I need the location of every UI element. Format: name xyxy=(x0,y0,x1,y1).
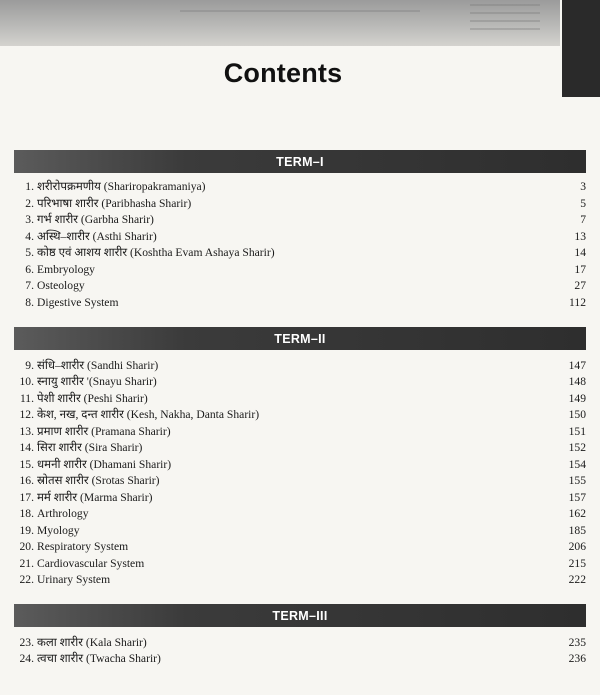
entry-number: 1. xyxy=(25,180,34,193)
entry-page: 13 xyxy=(574,230,586,243)
entry-page: 236 xyxy=(568,652,586,665)
toc-entry[interactable] xyxy=(0,358,600,374)
entry-page: 235 xyxy=(568,636,586,649)
entry-number: 20. xyxy=(19,540,34,553)
entry-number: 17. xyxy=(19,491,34,504)
section-header-term-3: TERM–III xyxy=(14,604,586,627)
entry-title: Osteology xyxy=(37,279,85,292)
page-edge-shadow xyxy=(562,0,600,97)
entry-number: 8. xyxy=(25,296,34,309)
entry-number: 22. xyxy=(19,573,34,586)
entry-title: सिरा शारीर (Sira Sharir) xyxy=(37,441,143,454)
entry-page: 14 xyxy=(574,246,586,259)
entry-number: 4. xyxy=(25,230,34,243)
entry-number: 19. xyxy=(19,524,34,537)
entry-number: 14. xyxy=(19,441,34,454)
entry-title: त्वचा शारीर (Twacha Sharir) xyxy=(37,652,161,665)
toc-entry[interactable] xyxy=(0,245,600,261)
entry-page: 155 xyxy=(568,474,586,487)
entry-title: कला शारीर (Kala Sharir) xyxy=(37,636,147,649)
toc-entry[interactable] xyxy=(0,523,600,539)
toc-entry[interactable] xyxy=(0,556,600,572)
entry-page: 162 xyxy=(568,507,586,520)
toc-entry[interactable] xyxy=(0,179,600,195)
toc-entry[interactable] xyxy=(0,391,600,407)
entry-number: 24. xyxy=(19,652,34,665)
toc-entry[interactable] xyxy=(0,212,600,228)
entry-title: Cardiovascular System xyxy=(37,557,145,570)
toc-entry[interactable] xyxy=(0,295,600,311)
toc-entry[interactable] xyxy=(0,635,600,651)
entry-number: 7. xyxy=(25,279,34,292)
entry-title: Myology xyxy=(37,524,80,537)
entry-number: 3. xyxy=(25,213,34,226)
entry-page: 151 xyxy=(568,425,586,438)
entry-number: 9. xyxy=(25,359,34,372)
entry-page: 185 xyxy=(568,524,586,537)
toc-entry[interactable] xyxy=(0,572,600,588)
faded-print-lines xyxy=(470,4,540,34)
entry-page: 27 xyxy=(574,279,586,292)
entry-number: 12. xyxy=(19,408,34,421)
entry-page: 152 xyxy=(568,441,586,454)
entry-title: शरीरोपक्रमणीय (Shariropakramaniya) xyxy=(37,180,206,193)
entry-page: 5 xyxy=(580,197,586,210)
entry-page: 215 xyxy=(568,557,586,570)
toc-entry[interactable] xyxy=(0,440,600,456)
entry-number: 16. xyxy=(19,474,34,487)
entry-number: 10. xyxy=(19,375,34,388)
toc-entry[interactable] xyxy=(0,374,600,390)
toc-entry[interactable] xyxy=(0,651,600,667)
entry-page: 112 xyxy=(569,296,586,309)
entry-title: स्रोतस शारीर (Srotas Sharir) xyxy=(37,474,160,487)
entry-title: गर्भ शारीर (Garbha Sharir) xyxy=(37,213,154,226)
entry-title: संधि–शारीर (Sandhi Sharir) xyxy=(37,359,159,372)
entry-title: Digestive System xyxy=(37,296,119,309)
entry-number: 18. xyxy=(19,507,34,520)
toc-entry[interactable] xyxy=(0,424,600,440)
toc-entry[interactable] xyxy=(0,457,600,473)
entry-page: 157 xyxy=(568,491,586,504)
toc-entry[interactable] xyxy=(0,506,600,522)
toc-entry[interactable] xyxy=(0,539,600,555)
entry-number: 23. xyxy=(19,636,34,649)
previous-page-edge xyxy=(0,0,560,46)
entry-title: स्नायु शारीर '(Snayu Sharir) xyxy=(37,375,157,388)
entry-page: 7 xyxy=(580,213,586,226)
entry-title: Embryology xyxy=(37,263,95,276)
entry-title: केश, नख, दन्त शारीर (Kesh, Nakha, Danta Sharir) xyxy=(37,408,260,421)
entry-page: 148 xyxy=(568,375,586,388)
toc-entry[interactable] xyxy=(0,196,600,212)
entry-number: 2. xyxy=(25,197,34,210)
entry-title: Arthrology xyxy=(37,507,89,520)
faded-print xyxy=(180,0,420,12)
page-title: Contents xyxy=(223,58,343,88)
entry-title: धमनी शारीर (Dhamani Sharir) xyxy=(37,458,172,471)
entry-number: 5. xyxy=(25,246,34,259)
entry-page: 149 xyxy=(568,392,586,405)
entry-page: 222 xyxy=(568,573,586,586)
entry-number: 21. xyxy=(19,557,34,570)
toc-entry[interactable] xyxy=(0,229,600,245)
entry-title: Respiratory System xyxy=(37,540,129,553)
toc-entry[interactable] xyxy=(0,278,600,294)
entry-title: Urinary System xyxy=(37,573,111,586)
entry-page: 3 xyxy=(580,180,586,193)
entry-number: 13. xyxy=(19,425,34,438)
entry-page: 17 xyxy=(574,263,586,276)
toc-entry[interactable] xyxy=(0,473,600,489)
toc-entry[interactable] xyxy=(0,262,600,278)
entry-page: 147 xyxy=(568,359,586,372)
entry-title: पेशी शारीर (Peshi Sharir) xyxy=(37,392,148,405)
entry-title: कोष्ठ एवं आशय शारीर (Koshtha Evam Ashaya Sharir) xyxy=(37,246,275,259)
toc-entry[interactable] xyxy=(0,407,600,423)
entry-title: परिभाषा शारीर (Paribhasha Sharir) xyxy=(37,197,192,210)
entry-number: 15. xyxy=(19,458,34,471)
entry-page: 206 xyxy=(568,540,586,553)
entry-title: अस्थि–शारीर (Asthi Sharir) xyxy=(37,230,157,243)
entry-number: 6. xyxy=(25,263,34,276)
entry-title: प्रमाण शारीर (Pramana Sharir) xyxy=(37,425,171,438)
toc-entry[interactable] xyxy=(0,490,600,506)
section-header-term-2: TERM–II xyxy=(14,327,586,350)
entry-number: 11. xyxy=(19,392,34,405)
entry-page: 150 xyxy=(568,408,586,421)
section-header-term-1: TERM–I xyxy=(14,150,586,173)
entry-page: 154 xyxy=(568,458,586,471)
entry-title: मर्म शारीर (Marma Sharir) xyxy=(37,491,153,504)
